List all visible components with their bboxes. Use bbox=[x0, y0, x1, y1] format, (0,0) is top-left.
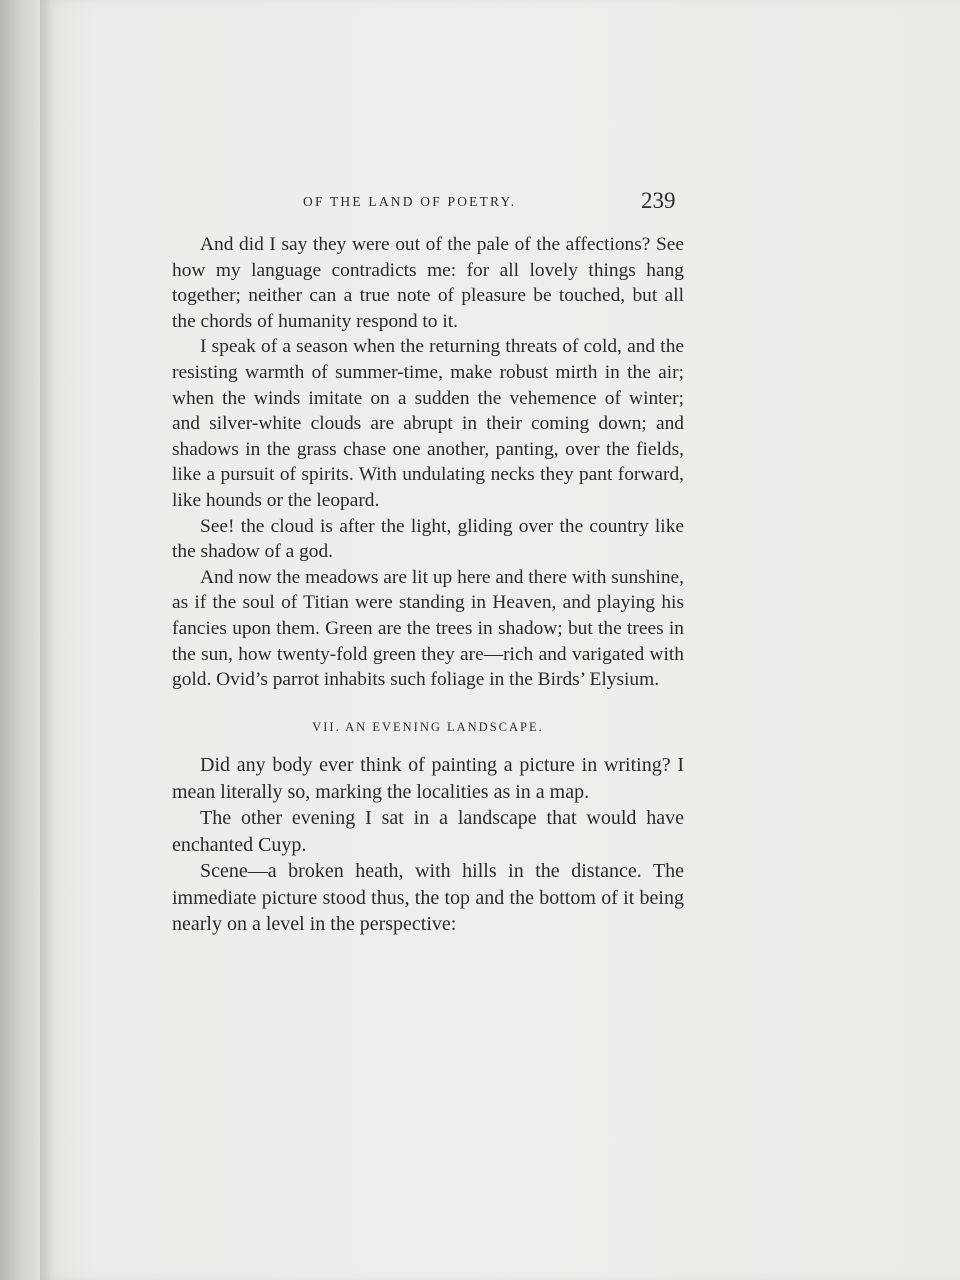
paragraph: I speak of a season when the returning threats of cold, and the resisting warmth of summer-time, make robust mirth in the air; when the winds imitate on a sudden the vehemence of winter; and silver-white clouds are abrupt in their coming down; and shadows in the grass chase one another, panting, over the fields, like a pursuit of spirits. With undulating necks they pant forward, like hounds or the leopard. bbox=[172, 336, 684, 511]
section-body bbox=[172, 752, 684, 938]
paragraph: Did any body ever think of painting a picture in writing? I mean literally so, marking the localities as in a map. bbox=[172, 754, 684, 803]
paragraph: Scene—a broken heath, with hills in the distance. The immediate picture stood thus, the top and the bottom of it being nearly on a level in the perspective: bbox=[172, 860, 684, 936]
page-header bbox=[0, 188, 960, 218]
paragraph: See! the cloud is after the light, gliding over the country like the shadow of a god. bbox=[172, 515, 684, 563]
page-number: 239 bbox=[641, 188, 676, 213]
running-head: OF THE LAND OF POETRY. bbox=[303, 194, 517, 209]
paragraph: And did I say they were out of the pale of the affections? See how my language contradicts me: for all lovely things hang together; neither can a true note of pleasure be touched, but all the chords of humanity respond to it. bbox=[172, 234, 684, 332]
paragraph: And now the meadows are lit up here and there with sunshine, as if the soul of Titian were standing in Heaven, and playing his fancies upon them. Green are the trees in shadow; but the trees in the sun, how twenty-fold green they are—rich and varigated with gold. Ovid’s parrot inhabits such foliage in the Birds’ Elysium. bbox=[172, 566, 684, 691]
body-text bbox=[172, 232, 684, 938]
section-heading: VII. AN EVENING LANDSCAPE. bbox=[312, 719, 544, 734]
paragraph: The other evening I sat in a landscape that would have enchanted Cuyp. bbox=[172, 807, 684, 856]
